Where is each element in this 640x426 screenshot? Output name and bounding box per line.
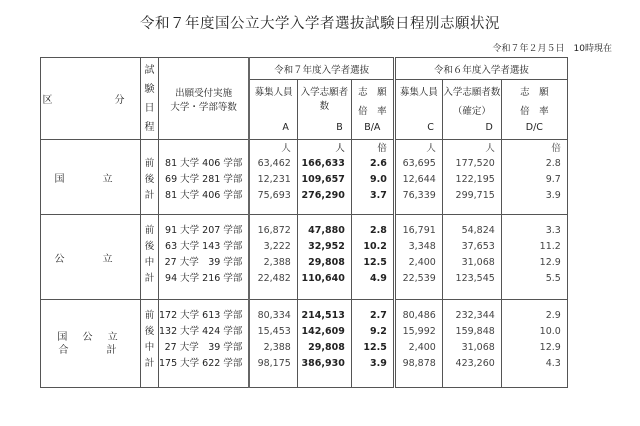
r7-applicants-cell: 214,513 142,609 29,808 386,930 [297, 300, 351, 388]
group-public [41, 215, 610, 300]
page-title: 令和７年度国公立大学入学者選抜試験日程別志願状況 [140, 16, 500, 32]
header-r7-capacity: 募集人員 A [249, 80, 297, 140]
application-status-table [40, 57, 610, 388]
schedule-cell: 前 後 中 計 [141, 215, 159, 300]
header-r6-ratio: 志 願 倍 率 D/C [501, 80, 567, 140]
r7-capacity-cell: 80,334 15,453 2,388 98,175 [249, 300, 297, 388]
header-r6-capacity: 募集人員 C [394, 80, 442, 140]
r7-ratio-cell: 2.8 10.2 12.5 4.9 [351, 215, 394, 300]
header-institutions: 出願受付実施 大学・学部等数 [159, 58, 250, 140]
r6-capacity-cell: 16,791 3,348 2,400 22,539 [394, 215, 442, 300]
category-label: 公 立 [41, 215, 141, 300]
r6-applicants-cell: 人 177,520 122,195 299,715 [442, 140, 501, 215]
r7-applicants-cell: 人 166,633 109,657 276,290 [297, 140, 351, 215]
r6-ratio-cell: 3.3 11.2 12.9 5.5 [501, 215, 567, 300]
r6-capacity-cell: 人 63,695 12,644 76,339 [394, 140, 442, 215]
schedule-cell: 前 後 中 計 [141, 300, 159, 388]
header-category: 区 分 [41, 58, 141, 140]
r7-capacity-cell: 人 63,462 12,231 75,693 [249, 140, 297, 215]
header-schedule: 試 験 日 程 [141, 58, 159, 140]
r6-applicants-cell: 54,824 37,653 31,068 123,545 [442, 215, 501, 300]
group-total [41, 300, 610, 388]
r7-ratio-cell: 倍 2.6 9.0 3.7 [351, 140, 394, 215]
category-label: 国 立 [41, 140, 141, 215]
r6-applicants-cell: 232,344 159,848 31,068 423,260 [442, 300, 501, 388]
r7-ratio-cell: 2.7 9.2 12.5 3.9 [351, 300, 394, 388]
header-r6-group: 令和６年度入学者選抜 [394, 58, 567, 80]
category-label: 国 公 立 合 計 [41, 300, 141, 388]
as-of-timestamp: 令和７年２月５日 10時現在 [492, 44, 612, 54]
header-r6-applicants: 入学志願者数 （確定） D [442, 80, 501, 140]
r6-capacity-cell: 80,486 15,992 2,400 98,878 [394, 300, 442, 388]
r6-ratio-cell: 2.9 10.0 12.9 4.3 [501, 300, 567, 388]
r6-ratio-cell: 倍 2.8 9.7 3.9 [501, 140, 567, 215]
r7-applicants-cell: 47,880 32,952 29,808 110,640 [297, 215, 351, 300]
schedule-cell: 前 後 計 [141, 140, 159, 215]
group-national [41, 140, 610, 215]
header-r7-applicants: 入学志願者数 B [297, 80, 351, 140]
institutions-cell: 81 大学 406 学部 69 大学 281 学部 81 大学 406 学部 [159, 140, 250, 215]
institutions-cell: 172 大学 613 学部 132 大学 424 学部 27 大学 39 学部 175 大学 622 学部 [159, 300, 250, 388]
institutions-cell: 91 大学 207 学部 63 大学 143 学部 27 大学 39 学部 94 大学 216 学部 [159, 215, 250, 300]
r7-capacity-cell: 16,872 3,222 2,388 22,482 [249, 215, 297, 300]
header-r7-ratio: 志 願 倍 率 B/A [351, 80, 394, 140]
header-r7-group: 令和７年度入学者選抜 [249, 58, 394, 80]
